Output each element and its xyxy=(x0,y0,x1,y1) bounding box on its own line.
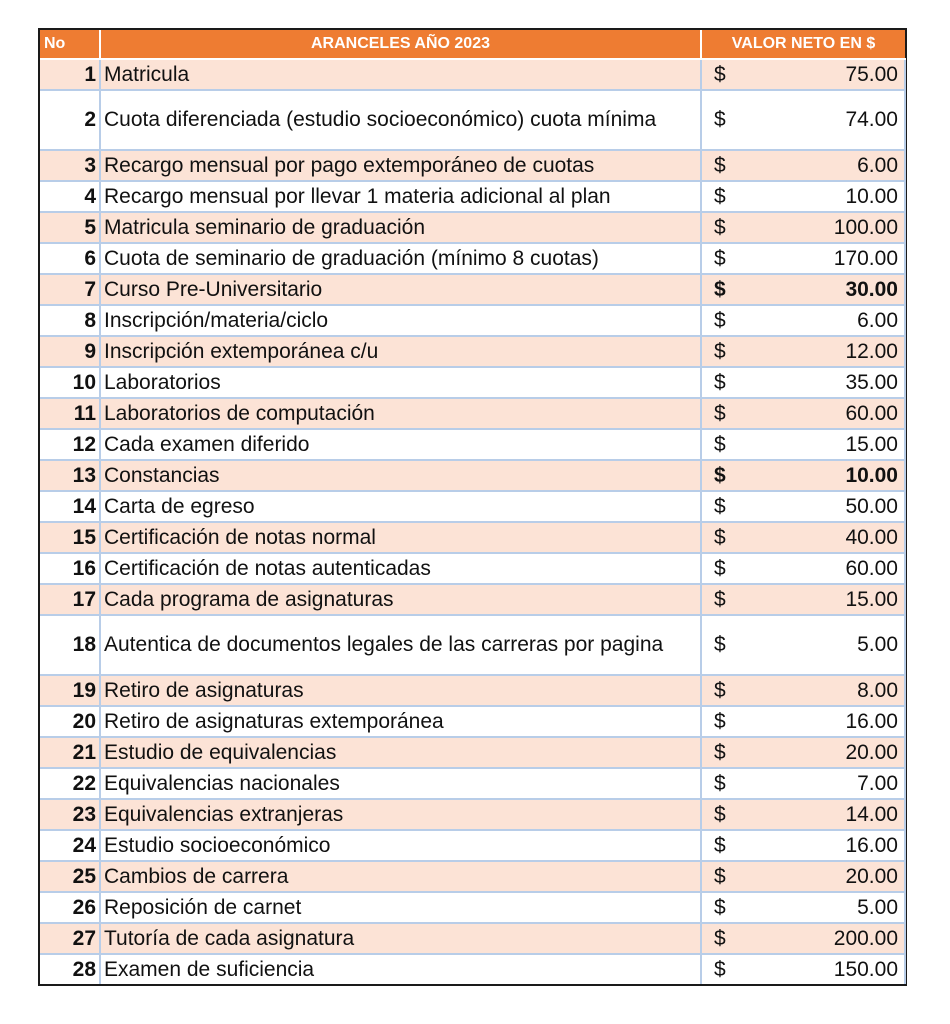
row-concept: Cada programa de asignaturas xyxy=(100,584,701,615)
row-currency: $ xyxy=(701,584,729,615)
row-number: 17 xyxy=(40,584,100,615)
row-currency: $ xyxy=(701,706,729,737)
table-row xyxy=(40,615,905,675)
row-concept: Reposición de carnet xyxy=(100,892,701,923)
row-value: 75.00 xyxy=(729,59,905,90)
row-currency: $ xyxy=(701,429,729,460)
fees-table-container xyxy=(38,28,907,986)
table-row xyxy=(40,212,905,243)
row-concept: Recargo mensual por llevar 1 materia adicional al plan xyxy=(100,181,701,212)
row-currency: $ xyxy=(701,954,729,984)
row-value: 8.00 xyxy=(729,675,905,706)
row-number: 19 xyxy=(40,675,100,706)
row-concept: Matricula xyxy=(100,59,701,90)
row-number: 4 xyxy=(40,181,100,212)
row-currency: $ xyxy=(701,491,729,522)
row-number: 3 xyxy=(40,150,100,181)
row-number: 10 xyxy=(40,367,100,398)
row-currency: $ xyxy=(701,181,729,212)
row-number: 21 xyxy=(40,737,100,768)
row-concept: Cambios de carrera xyxy=(100,861,701,892)
table-row xyxy=(40,305,905,336)
table-row xyxy=(40,706,905,737)
row-number: 13 xyxy=(40,460,100,491)
row-value: 60.00 xyxy=(729,398,905,429)
row-currency: $ xyxy=(701,460,729,491)
table-row xyxy=(40,799,905,830)
table-row xyxy=(40,768,905,799)
row-value: 14.00 xyxy=(729,799,905,830)
row-value: 50.00 xyxy=(729,491,905,522)
row-number: 6 xyxy=(40,243,100,274)
table-header-row xyxy=(40,30,905,59)
row-concept: Estudio de equivalencias xyxy=(100,737,701,768)
row-value: 10.00 xyxy=(729,460,905,491)
row-currency: $ xyxy=(701,243,729,274)
row-number: 27 xyxy=(40,923,100,954)
row-number: 28 xyxy=(40,954,100,984)
row-value: 60.00 xyxy=(729,553,905,584)
row-value: 6.00 xyxy=(729,305,905,336)
table-row xyxy=(40,460,905,491)
row-concept: Inscripción/materia/ciclo xyxy=(100,305,701,336)
header-concept: ARANCELES AÑO 2023 xyxy=(100,30,701,59)
row-value: 16.00 xyxy=(729,830,905,861)
row-number: 1 xyxy=(40,59,100,90)
table-row xyxy=(40,181,905,212)
table-row xyxy=(40,243,905,274)
table-row xyxy=(40,491,905,522)
row-currency: $ xyxy=(701,737,729,768)
row-concept: Certificación de notas autenticadas xyxy=(100,553,701,584)
row-number: 25 xyxy=(40,861,100,892)
row-value: 15.00 xyxy=(729,584,905,615)
table-row xyxy=(40,429,905,460)
row-value: 74.00 xyxy=(729,90,905,150)
row-currency: $ xyxy=(701,90,729,150)
row-currency: $ xyxy=(701,799,729,830)
row-value: 30.00 xyxy=(729,274,905,305)
table-row xyxy=(40,830,905,861)
row-value: 10.00 xyxy=(729,181,905,212)
row-number: 18 xyxy=(40,615,100,675)
table-row xyxy=(40,584,905,615)
row-value: 5.00 xyxy=(729,892,905,923)
row-value: 16.00 xyxy=(729,706,905,737)
row-value: 5.00 xyxy=(729,615,905,675)
row-value: 15.00 xyxy=(729,429,905,460)
row-value: 150.00 xyxy=(729,954,905,984)
table-row xyxy=(40,59,905,90)
row-value: 12.00 xyxy=(729,336,905,367)
row-concept: Laboratorios de computación xyxy=(100,398,701,429)
row-currency: $ xyxy=(701,553,729,584)
row-currency: $ xyxy=(701,336,729,367)
row-number: 22 xyxy=(40,768,100,799)
row-currency: $ xyxy=(701,367,729,398)
row-concept: Tutoría de cada asignatura xyxy=(100,923,701,954)
row-concept: Autentica de documentos legales de las carreras por pagina xyxy=(100,615,701,675)
row-value: 20.00 xyxy=(729,737,905,768)
row-concept: Cuota de seminario de graduación (mínimo 8 cuotas) xyxy=(100,243,701,274)
row-concept: Retiro de asignaturas xyxy=(100,675,701,706)
header-value: VALOR NETO EN $ xyxy=(701,30,905,59)
table-row xyxy=(40,367,905,398)
table-row xyxy=(40,737,905,768)
row-concept: Curso Pre-Universitario xyxy=(100,274,701,305)
row-value: 100.00 xyxy=(729,212,905,243)
table-row xyxy=(40,553,905,584)
row-concept: Examen de suficiencia xyxy=(100,954,701,984)
row-currency: $ xyxy=(701,615,729,675)
row-currency: $ xyxy=(701,274,729,305)
row-number: 7 xyxy=(40,274,100,305)
fees-table xyxy=(40,30,906,984)
row-concept: Laboratorios xyxy=(100,367,701,398)
row-concept: Certificación de notas normal xyxy=(100,522,701,553)
row-number: 23 xyxy=(40,799,100,830)
row-currency: $ xyxy=(701,675,729,706)
row-value: 6.00 xyxy=(729,150,905,181)
table-row xyxy=(40,861,905,892)
row-value: 170.00 xyxy=(729,243,905,274)
row-currency: $ xyxy=(701,305,729,336)
table-row xyxy=(40,336,905,367)
row-number: 9 xyxy=(40,336,100,367)
table-row xyxy=(40,398,905,429)
row-number: 11 xyxy=(40,398,100,429)
table-row xyxy=(40,90,905,150)
row-concept: Constancias xyxy=(100,460,701,491)
row-concept: Carta de egreso xyxy=(100,491,701,522)
row-currency: $ xyxy=(701,830,729,861)
row-value: 40.00 xyxy=(729,522,905,553)
table-row xyxy=(40,954,905,984)
table-row xyxy=(40,274,905,305)
row-value: 20.00 xyxy=(729,861,905,892)
row-number: 15 xyxy=(40,522,100,553)
row-number: 24 xyxy=(40,830,100,861)
row-value: 200.00 xyxy=(729,923,905,954)
row-number: 12 xyxy=(40,429,100,460)
row-currency: $ xyxy=(701,892,729,923)
row-value: 35.00 xyxy=(729,367,905,398)
row-number: 8 xyxy=(40,305,100,336)
table-row xyxy=(40,892,905,923)
row-currency: $ xyxy=(701,923,729,954)
row-number: 2 xyxy=(40,90,100,150)
row-value: 7.00 xyxy=(729,768,905,799)
row-concept: Equivalencias nacionales xyxy=(100,768,701,799)
row-concept: Equivalencias extranjeras xyxy=(100,799,701,830)
row-number: 5 xyxy=(40,212,100,243)
row-concept: Inscripción extemporánea c/u xyxy=(100,336,701,367)
header-no: No xyxy=(40,30,100,59)
table-row xyxy=(40,522,905,553)
table-row xyxy=(40,150,905,181)
row-concept: Cada examen diferido xyxy=(100,429,701,460)
row-concept: Estudio socioeconómico xyxy=(100,830,701,861)
row-currency: $ xyxy=(701,398,729,429)
row-number: 16 xyxy=(40,553,100,584)
row-currency: $ xyxy=(701,768,729,799)
row-number: 20 xyxy=(40,706,100,737)
row-currency: $ xyxy=(701,212,729,243)
row-concept: Retiro de asignaturas extemporánea xyxy=(100,706,701,737)
row-currency: $ xyxy=(701,150,729,181)
table-row xyxy=(40,675,905,706)
row-concept: Matricula seminario de graduación xyxy=(100,212,701,243)
row-concept: Recargo mensual por pago extemporáneo de cuotas xyxy=(100,150,701,181)
row-currency: $ xyxy=(701,59,729,90)
row-currency: $ xyxy=(701,522,729,553)
row-number: 14 xyxy=(40,491,100,522)
table-row xyxy=(40,923,905,954)
row-concept: Cuota diferenciada (estudio socioeconómico) cuota mínima xyxy=(100,90,701,150)
row-number: 26 xyxy=(40,892,100,923)
row-currency: $ xyxy=(701,861,729,892)
